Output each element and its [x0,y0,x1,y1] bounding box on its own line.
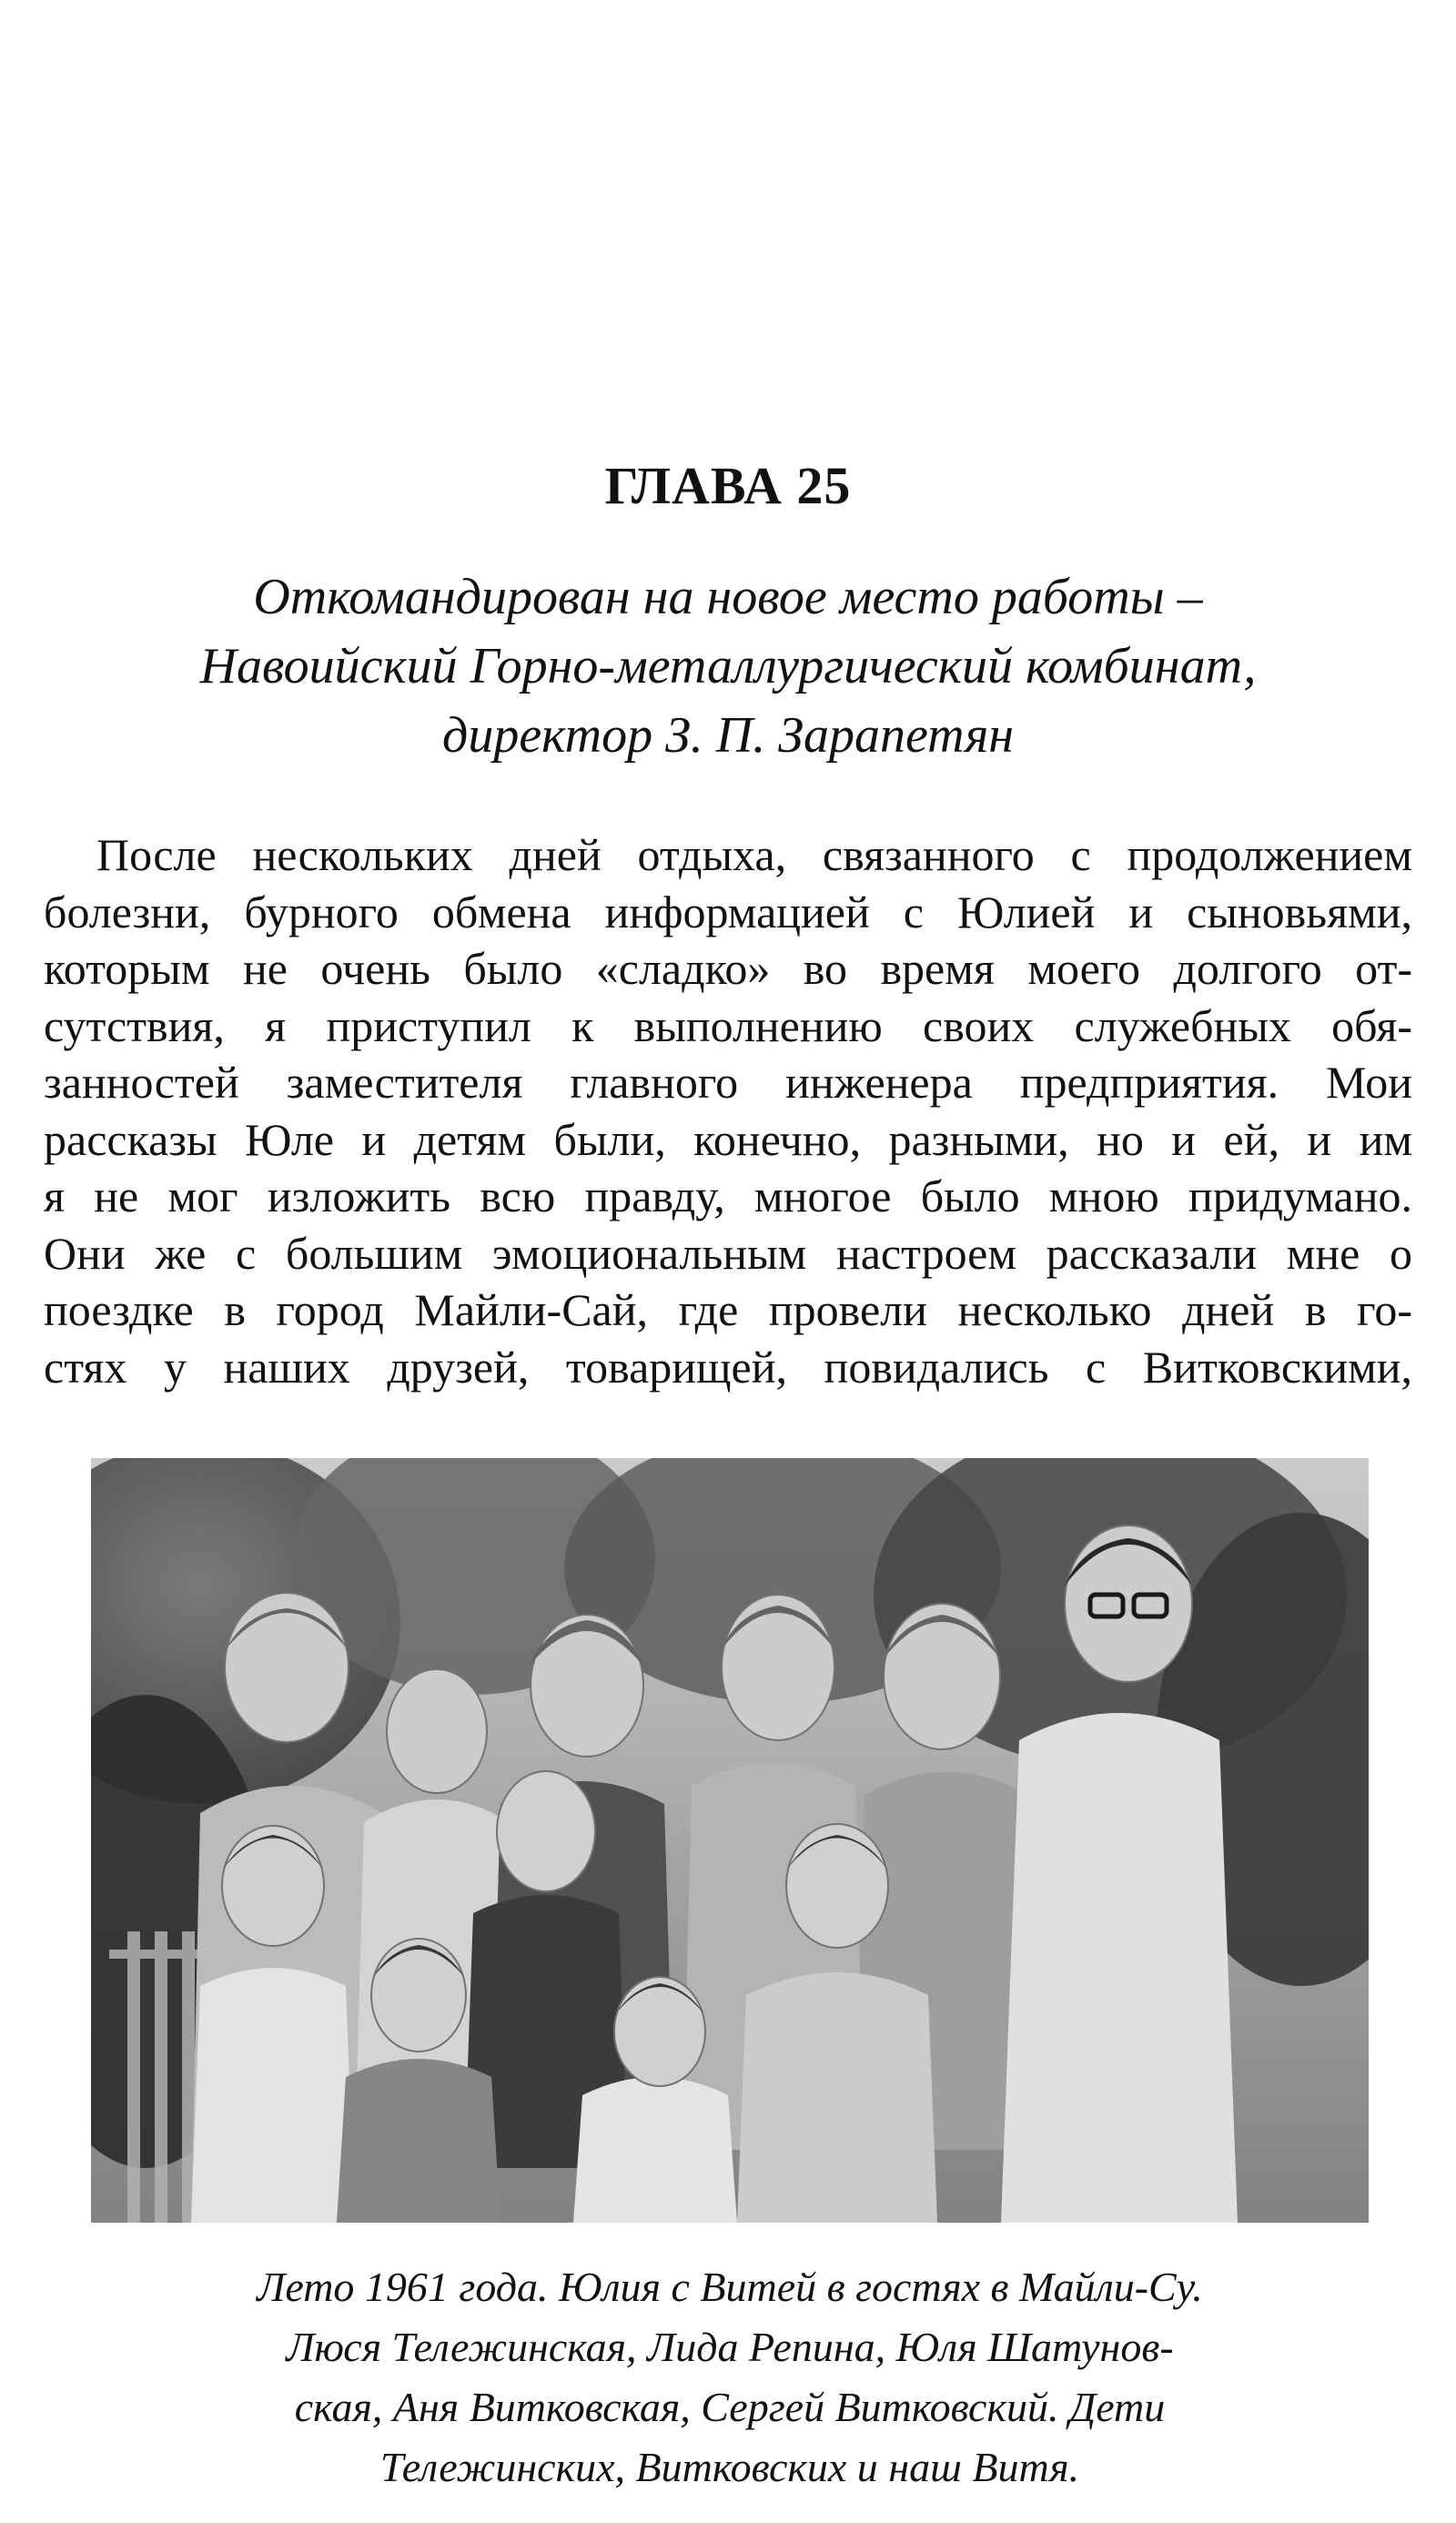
body-line: поездке в город Майли-Сай, где провели несколько дней в го- [44,1284,1412,1335]
chapter-subtitle-line: Откомандирован на новое место работы – [253,569,1203,625]
photo-caption-line: ская, Аня Витковская, Сергей Витковский. Дети [294,2384,1166,2430]
chapter-subtitle [91,562,1365,770]
chapter-subtitle-line: Навоийский Горно-металлургический комбинат, [199,638,1257,694]
body-line: сутствия, я приступил к выполнению своих служебных обя- [44,999,1412,1051]
body-line: занностей заместителя главного инженера предприятия. Мои [44,1057,1412,1108]
chapter-subtitle-line: директор З. П. Зарапетян [441,707,1015,764]
group-photo-illustration [91,1458,1369,2223]
photo-caption-line: Лето 1961 года. Юлия с Витей в гостях в Майли-Су. [257,2264,1203,2310]
body-line: рассказы Юле и детям были, конечно, разными, но и ей, и им [44,1113,1412,1165]
body-line: Они же с большим эмоциональным настроем рассказали мне о [44,1227,1412,1279]
photo-caption-line: Тележинских, Витковских и наш Витя. [379,2444,1080,2490]
group-photo [91,1458,1369,2223]
body-line: После нескольких дней отдыха, связанного с продолжением [96,829,1412,880]
body-line: я не мог изложить всю правду, многое было мною придумано. [44,1170,1412,1221]
chapter-title: ГЛАВА 25 [604,456,852,515]
body-line: болезни, бурного обмена информацией с Юлией и сыновьями, [44,886,1412,937]
photo-caption-line: Люся Тележинская, Лида Репина, Юля Шатунов- [286,2324,1174,2370]
body-line: которым не очень было «сладко» во время моего долгого от- [44,943,1412,994]
photo-caption [91,2257,1369,2498]
body-line: стях у наших друзей, товарищей, повидались с Витковскими, [44,1341,1412,1393]
body-paragraph [44,826,1412,1395]
